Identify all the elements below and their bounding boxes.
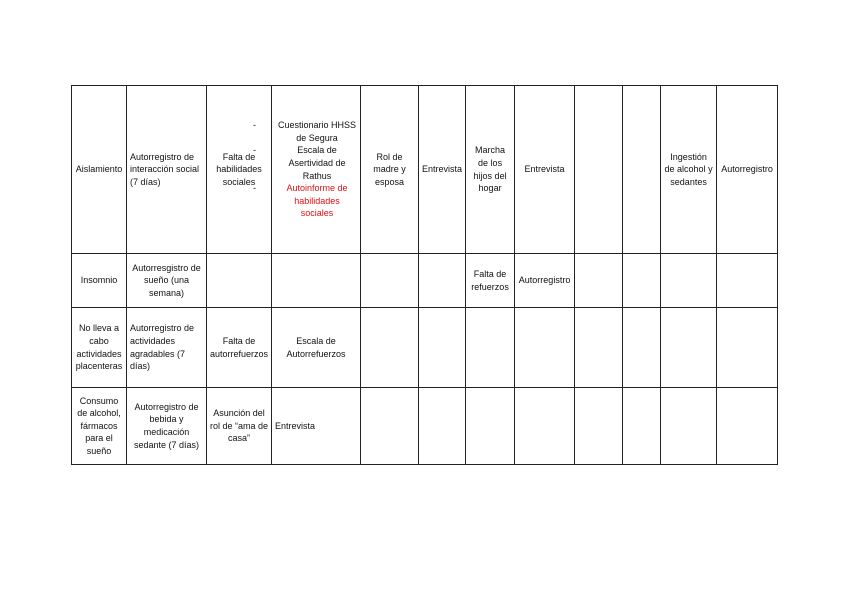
empty-cell: [575, 388, 623, 465]
table-row: [72, 308, 778, 388]
empty-cell: [466, 388, 515, 465]
problem-cell: Insomnio: [72, 254, 127, 308]
bullet-dash: -: [253, 120, 257, 131]
empty-cell: [717, 388, 778, 465]
evaluation-cell: Entrevista: [419, 86, 466, 254]
table-row: [72, 388, 778, 465]
evaluation-cell: Autorregistro de interacción social (7 días): [127, 86, 207, 254]
empty-cell: [515, 308, 575, 388]
empty-cell: [717, 254, 778, 308]
empty-cell: [419, 308, 466, 388]
hypothesis-cell: Falta de autorrefuerzos: [207, 308, 272, 388]
instrument-cell: Escala de Autorrefuerzos: [272, 308, 361, 388]
evaluation-cell: Entrevista: [515, 86, 575, 254]
empty-cell: [419, 254, 466, 308]
problem-cell: No lleva a cabo actividades placenteras: [72, 308, 127, 388]
problem-cell: Aislamiento: [72, 86, 127, 254]
instrument-item: [253, 119, 357, 144]
problem-cell: Consumo de alcohol, fármacos para el sueño: [72, 388, 127, 465]
instrument-cell: Entrevista: [272, 388, 361, 465]
empty-cell: [623, 388, 661, 465]
empty-cell: [623, 308, 661, 388]
evaluation-cell: Autorregistro: [717, 86, 778, 254]
empty-cell: [575, 86, 623, 254]
instruments-cell: [253, 86, 361, 254]
empty-cell: [661, 308, 717, 388]
hypothesis-cell: Rol de madre y esposa: [361, 86, 419, 254]
instrument-text: Cuestionario HHSS de Segura: [278, 120, 357, 143]
hypothesis-cell: Marcha de los hijos del hogar: [466, 86, 515, 254]
empty-cell: [466, 308, 515, 388]
empty-cell: [623, 86, 661, 254]
empty-cell: [361, 254, 419, 308]
instruments-list: [253, 119, 357, 220]
evaluation-cell: Autorregistro de bebida y medicación sedante (7 días): [127, 388, 207, 465]
bullet-dash: -: [253, 183, 257, 194]
empty-cell: [661, 254, 717, 308]
empty-cell: [623, 254, 661, 308]
table-row: [72, 254, 778, 308]
empty-cell: [575, 308, 623, 388]
empty-cell: [272, 254, 361, 308]
instrument-text: Autoinforme de habilidades sociales: [286, 183, 348, 219]
empty-cell: [515, 388, 575, 465]
empty-cell: [575, 254, 623, 308]
evaluation-cell: Autorregistro de actividades agradables (7 días): [127, 308, 207, 388]
bullet-dash: -: [253, 145, 257, 156]
hypothesis-cell: Ingestión de alcohol y sedantes: [661, 86, 717, 254]
hypothesis-cell: Falta de refuerzos: [466, 254, 515, 308]
empty-cell: [361, 388, 419, 465]
empty-cell: [207, 254, 272, 308]
instrument-item: [253, 144, 357, 182]
evaluation-cell: Autorresgistro de sueño (una semana): [127, 254, 207, 308]
empty-cell: [717, 308, 778, 388]
hypothesis-cell: Asunción del rol de “ama de casa”: [207, 388, 272, 465]
empty-cell: [419, 388, 466, 465]
table-row: [72, 86, 778, 254]
hypothesis-cell: Falta de habilidades sociales: [207, 86, 272, 254]
evaluation-table: [71, 85, 778, 465]
evaluation-cell: Autorregistro: [515, 254, 575, 308]
empty-cell: [661, 388, 717, 465]
instrument-item: [253, 182, 357, 220]
instrument-text: Escala de Asertividad de Rathus: [288, 145, 346, 181]
empty-cell: [361, 308, 419, 388]
